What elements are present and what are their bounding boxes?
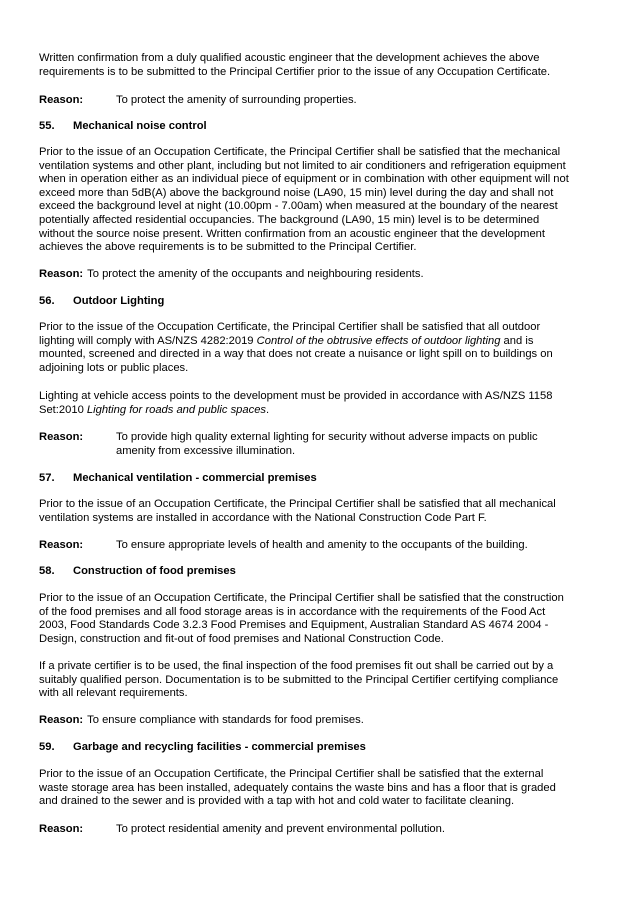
reason-label: Reason:: [39, 539, 84, 551]
text-segment: lighting will comply with AS/NZS 4282:2019: [39, 334, 257, 347]
reason-text: To protect the amenity of surrounding properties.: [116, 94, 357, 106]
intro-paragraph: [39, 52, 615, 79]
text-line: Design, construction and fit-out of food premises and National Construction Code.: [39, 632, 444, 645]
text-line: Prior to the issue of an Occupation Certificate, the Principal Certifier shall be satisfied that the external: [39, 768, 544, 780]
text-line: ventilation systems are installed in accordance with the National Construction Code Part F.: [39, 511, 487, 524]
reason-text: To ensure appropriate levels of health and amenity to the occupants of the building.: [116, 539, 528, 551]
section-number: 58.: [39, 565, 55, 577]
text-line: waste storage area has been installed, adequately contains the waste bins and has a floor that is graded: [39, 781, 556, 794]
text-line: potentially affected residential occupancies. The background (LA90, 15 min) level is to be determined: [39, 213, 540, 226]
section-56-heading: [39, 295, 164, 309]
text-line: achieves the above requirements is to be submitted to the Principal Certifier.: [39, 241, 417, 254]
standard-title: Control of the obtrusive effects of outdoor lighting: [256, 334, 501, 347]
text-segment: Set:2010: [39, 403, 87, 416]
section-title: Garbage and recycling facilities - commercial premises: [73, 741, 366, 753]
text-line: suitably qualified person. Documentation is to be submitted to the Principal Certifier certifying compliance: [39, 673, 559, 686]
text-line: of the food premises and all food storage areas is in accordance with the requirements of the Food Act: [39, 605, 546, 618]
section-57-heading: [39, 472, 317, 486]
section-number: 56.: [39, 295, 55, 307]
section-57-paragraph: [39, 498, 615, 525]
reason-text: To protect the amenity of the occupants and neighbouring residents.: [87, 268, 424, 280]
text-line: with all relevant requirements.: [39, 687, 188, 700]
section-55-heading: [39, 120, 207, 134]
reason-label: Reason:: [39, 714, 84, 726]
section-number: 57.: [39, 472, 55, 484]
reason-label: Reason:: [39, 268, 84, 280]
section-59-reason: [39, 823, 579, 837]
section-56-paragraph-2: [39, 390, 615, 417]
section-title: Construction of food premises: [73, 565, 236, 577]
text-segment: and is: [500, 334, 534, 347]
standard-title: Lighting for roads and public spaces: [86, 403, 267, 416]
text-line: and drained to the sewer and is provided with a tap with hot and cold water to facilitate cleaning.: [39, 795, 515, 808]
reason-label: Reason:: [39, 823, 84, 835]
reason-text: To ensure compliance with standards for food premises.: [87, 714, 364, 726]
text-line: [39, 404, 615, 418]
section-58-paragraph-1: [39, 592, 615, 646]
section-55-paragraph: [39, 146, 615, 255]
text-line: exceed more than 5dB(A) above the background noise (LA90, 15 min) level during the day and shall not: [39, 186, 554, 199]
section-59-heading: [39, 741, 366, 755]
reason-text: [116, 431, 579, 458]
text-line: Prior to the issue of an Occupation Certificate, the Principal Certifier shall be satisfied that the mechanical: [39, 146, 561, 158]
text-line: ventilation systems and other plant, including but not limited to air conditioners and refrigeration equipment: [39, 159, 566, 172]
reason-label: Reason:: [39, 94, 84, 106]
section-59-paragraph: [39, 768, 615, 809]
text-line: To provide high quality external lighting for security without adverse impacts on public: [116, 431, 538, 443]
section-56-reason: [39, 431, 579, 458]
section-number: 59.: [39, 741, 55, 753]
section-57-reason: [39, 539, 579, 553]
text-line: exceed the background level at night (10.00pm - 7.00am) when measured at the boundary of the nearest: [39, 200, 558, 213]
text-line: without the source noise present. Written confirmation from an acoustic engineer that the development: [39, 227, 545, 240]
text-line: 2003, Food Standards Code 3.2.3 Food Premises and Equipment, Australian Standard AS 4674 2004 -: [39, 619, 549, 632]
section-56-paragraph-1: [39, 321, 615, 375]
text-line: mounted, screened and directed in a way that does not create a nuisance or light spill on to buildings on: [39, 348, 553, 361]
text-line: Written confirmation from a duly qualified acoustic engineer that the development achieves the above: [39, 52, 540, 64]
text-line: amenity from excessive illumination.: [116, 444, 296, 457]
section-58-reason: [39, 714, 579, 728]
text-line: Prior to the issue of the Occupation Certificate, the Principal Certifier shall be satisfied that all outdoor: [39, 321, 541, 333]
reason-intro: [39, 94, 579, 108]
reason-text: To protect residential amenity and prevent environmental pollution.: [116, 823, 445, 835]
section-55-reason: [39, 268, 579, 282]
text-line: when in operation either as an individual piece of equipment or in combination with other equipment will not: [39, 173, 569, 186]
text-segment: .: [266, 403, 270, 416]
section-58-paragraph-2: [39, 660, 615, 701]
text-line: adjoining lots or public places.: [39, 361, 189, 374]
text-line: Prior to the issue of an Occupation Certificate, the Principal Certifier shall be satisfied that the construction: [39, 592, 564, 604]
section-58-heading: [39, 565, 236, 579]
section-title: Mechanical ventilation - commercial premises: [73, 472, 317, 484]
reason-label: Reason:: [39, 431, 84, 443]
section-number: 55.: [39, 120, 55, 132]
text-line: If a private certifier is to be used, the final inspection of the food premises fit out shall be carried out by a: [39, 660, 554, 672]
text-line: Lighting at vehicle access points to the development must be provided in accordance with AS/NZS 1158: [39, 390, 553, 402]
text-line: requirements is to be submitted to the Principal Certifier prior to the issue of any Occupation Certificate.: [39, 65, 551, 78]
text-line: [39, 335, 615, 349]
section-title: Mechanical noise control: [73, 120, 207, 132]
text-line: Prior to the issue of an Occupation Certificate, the Principal Certifier shall be satisfied that all mechanical: [39, 498, 556, 510]
section-title: Outdoor Lighting: [73, 295, 165, 307]
